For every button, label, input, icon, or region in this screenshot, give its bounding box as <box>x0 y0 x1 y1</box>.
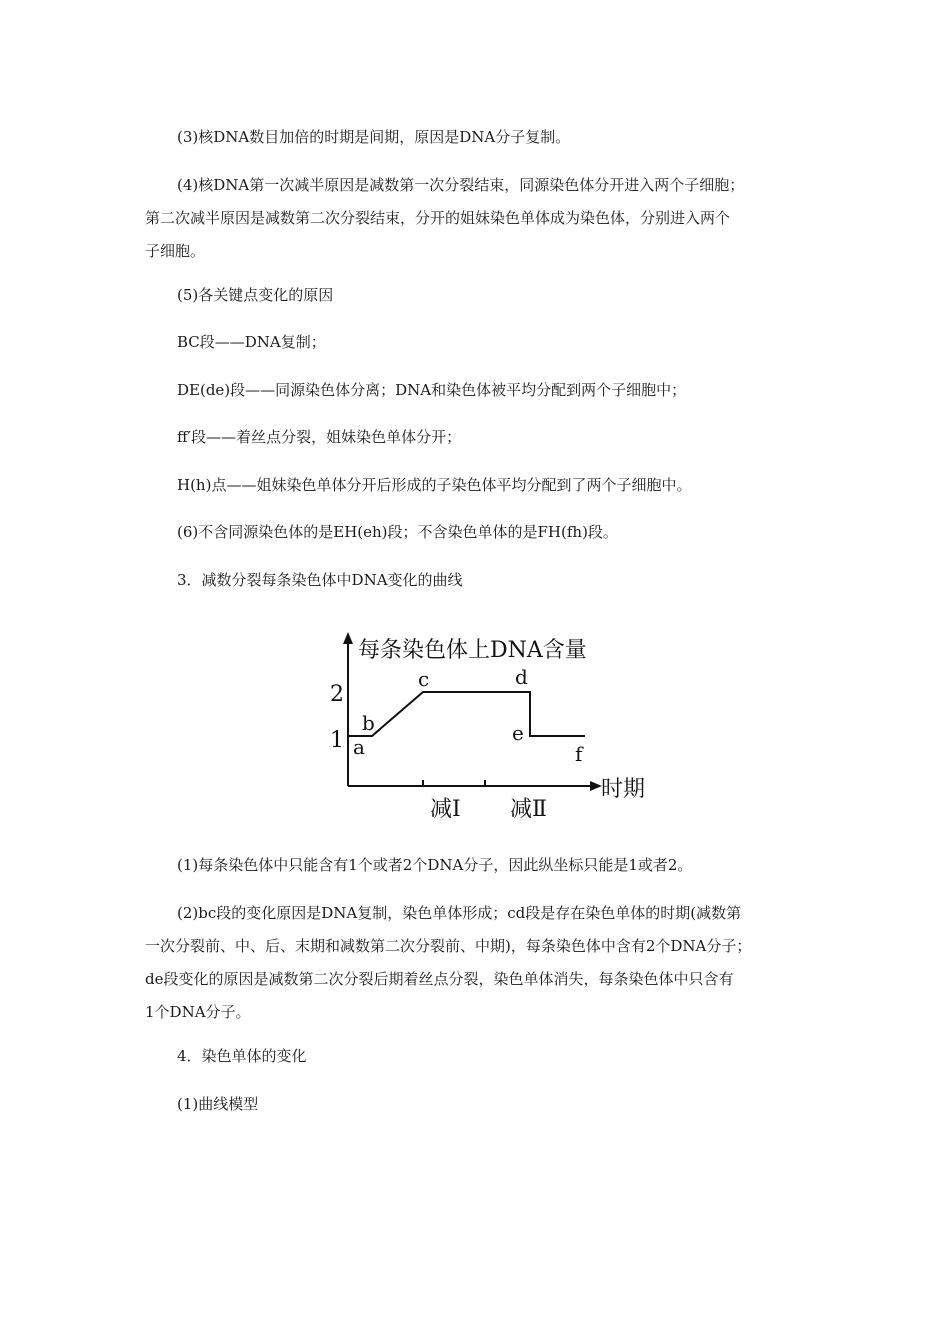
y-axis-arrow <box>343 632 353 644</box>
paragraph-chart-1: (1)每条染色体中只能含有1个或者2个DNA分子，因此纵坐标只能是1或者2。 <box>177 856 693 874</box>
paragraph-bc: BC段——DNA复制； <box>177 333 326 351</box>
y-tick-label-1: 1 <box>330 728 344 753</box>
section-heading-4: 4．染色单体的变化 <box>177 1047 307 1065</box>
point-label-f: f <box>575 742 583 766</box>
paragraph-5: (5)各关键点变化的原因 <box>177 286 334 304</box>
point-label-c: c <box>418 667 430 691</box>
y-tick-label-2: 2 <box>330 682 344 707</box>
paragraph-4: (4)核DNA第一次减半原因是减数第一次分裂结束，同源染色体分开进入两个子细胞； 第二次减半原因是减数第二次分裂结束，分开的姐妹染色单体成为染色体，分别进入两个 子细胞。 <box>145 176 745 260</box>
x-category-2: 减Ⅱ <box>510 797 547 822</box>
dna-per-chromosome-chart <box>320 626 660 826</box>
section-heading-3: 3．减数分裂每条染色体中DNA变化的曲线 <box>177 571 463 589</box>
x-axis-title: 时期 <box>601 777 646 802</box>
paragraph-chart-2: (2)bc段的变化原因是DNA复制，染色单体形成；cd段是存在染色单体的时期(减数第 一次分裂前、中、后、末期和减数第二次分裂前、中期)，每条染色体中含有2个DNA分子； de段变化的原因是减数第二次分裂后期着丝点分裂，染色单体消失，每条染色体中只含有 1个DNA分子。 <box>145 904 752 1021</box>
paragraph-ff: ff′段——着丝点分裂，姐妹染色单体分开； <box>177 428 462 446</box>
point-label-a: a <box>353 735 365 759</box>
paragraph-3: (3)核DNA数目加倍的时期是间期，原因是DNA分子复制。 <box>177 128 571 146</box>
paragraph-6: (6)不含同源染色体的是EH(eh)段；不含染色单体的是FH(fh)段。 <box>177 523 618 541</box>
paragraph-curve-model: (1)曲线模型 <box>177 1095 259 1113</box>
y-axis-title: 每条染色体上DNA含量 <box>358 638 587 663</box>
point-label-d: d <box>515 665 528 689</box>
dna-content-line <box>348 692 585 736</box>
paragraph-h: H(h)点——姐妹染色单体分开后形成的子染色体平均分配到了两个子细胞中。 <box>177 476 692 494</box>
paragraph-de: DE(de)段——同源染色体分离；DNA和染色体被平均分配到两个子细胞中； <box>177 381 687 399</box>
point-label-e: e <box>512 721 524 745</box>
point-label-b: b <box>362 711 375 735</box>
x-category-1: 减Ⅰ <box>430 797 461 822</box>
